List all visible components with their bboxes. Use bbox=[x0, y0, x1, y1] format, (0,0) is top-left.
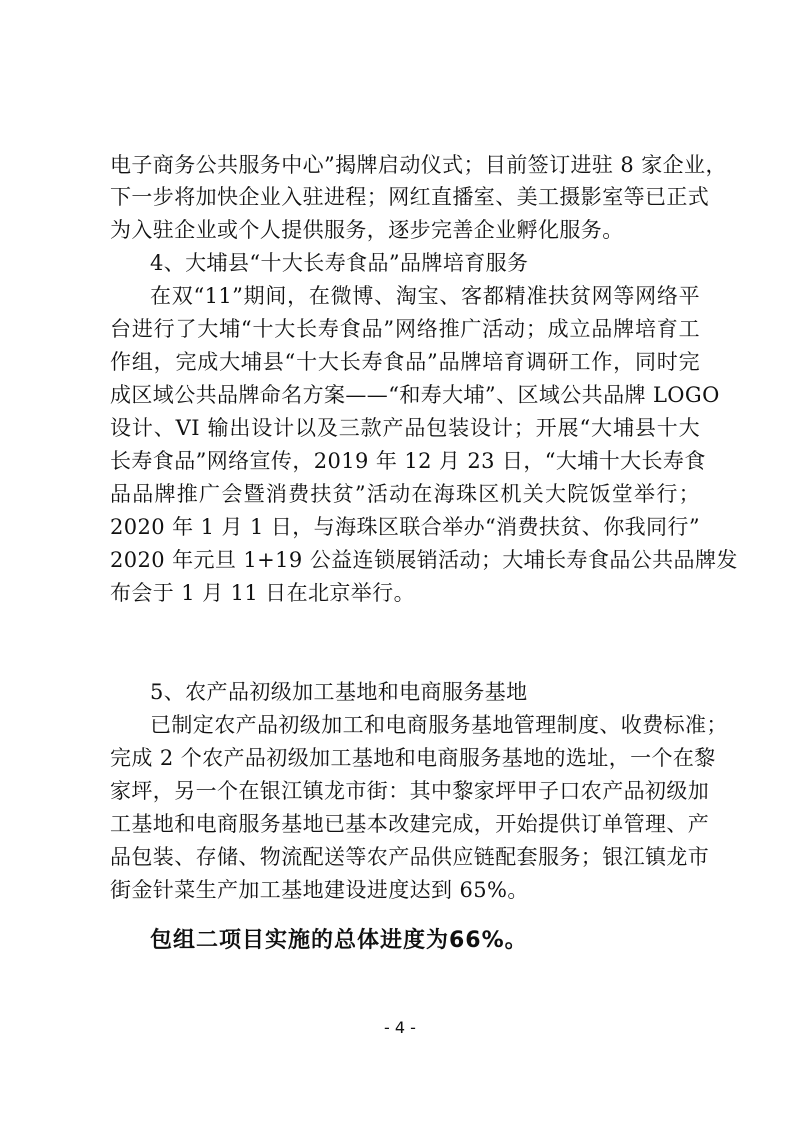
body-text-line: 作组，完成大埔县“十大长寿食品”品牌培育调研工作，同时完 bbox=[110, 350, 700, 374]
body-text-line: 完成 2 个农产品初级加工基地和电商服务基地的选址，一个在黎 bbox=[110, 746, 716, 770]
body-text-line: 2020 年 1 月 1 日，与海珠区联合举办“消费扶贫、你我同行” bbox=[110, 515, 700, 539]
body-text-line: 工基地和电商服务基地已基本改建完成，开始提供订单管理、产 bbox=[110, 812, 710, 836]
section-heading-4: 4、大埔县“十大长寿食品”品牌培育服务 bbox=[150, 251, 529, 275]
body-text-line: 品包装、存储、物流配送等农产品供应链配套服务；银江镇龙市 bbox=[110, 845, 710, 869]
page-number: - 4 - bbox=[384, 1018, 416, 1037]
body-text-line: 长寿食品”网络宣传，2019 年 12 月 23 日，“大埔十大长寿食 bbox=[110, 449, 706, 473]
body-text-line: 电子商务公共服务中心”揭牌启动仪式；目前签订进驻 8 家企业， bbox=[110, 153, 727, 177]
progress-summary: 包组二项目实施的总体进度为66%。 bbox=[150, 928, 528, 953]
body-text-line: 布会于 1 月 11 日在北京举行。 bbox=[110, 581, 415, 605]
body-text-line: 台进行了大埔“十大长寿食品”网络推广活动；成立品牌培育工 bbox=[110, 317, 700, 341]
body-text-line: 品品牌推广会暨消费扶贫”活动在海珠区机关大院饭堂举行； bbox=[110, 482, 700, 506]
body-text-line: 设计、VI 输出设计以及三款产品包装设计；开展“大埔县十大 bbox=[110, 416, 700, 440]
body-text-line: 成区域公共品牌命名方案——“和寿大埔”、区域公共品牌 LOGO bbox=[110, 383, 720, 407]
body-text-line: 已制定农产品初级加工和电商服务基地管理制度、收费标准； bbox=[150, 713, 728, 737]
body-text-line: 街金针菜生产加工基地建设进度达到 65%。 bbox=[110, 878, 529, 902]
body-text-line: 在双“11”期间，在微博、淘宝、客都精准扶贫网等网络平 bbox=[150, 284, 700, 308]
body-text-line: 为入驻企业或个人提供服务，逐步完善企业孵化服务。 bbox=[110, 218, 624, 242]
section-heading-5: 5、农产品初级加工基地和电商服务基地 bbox=[150, 680, 528, 704]
body-text-line: 2020 年元旦 1+19 公益连锁展销活动；大埔长寿食品公共品牌发 bbox=[110, 548, 738, 572]
body-text-line: 家坪，另一个在银江镇龙市街：其中黎家坪甲子口农产品初级加 bbox=[110, 779, 710, 803]
body-text-line: 下一步将加快企业入驻进程；网红直播室、美工摄影室等已正式 bbox=[110, 185, 710, 209]
